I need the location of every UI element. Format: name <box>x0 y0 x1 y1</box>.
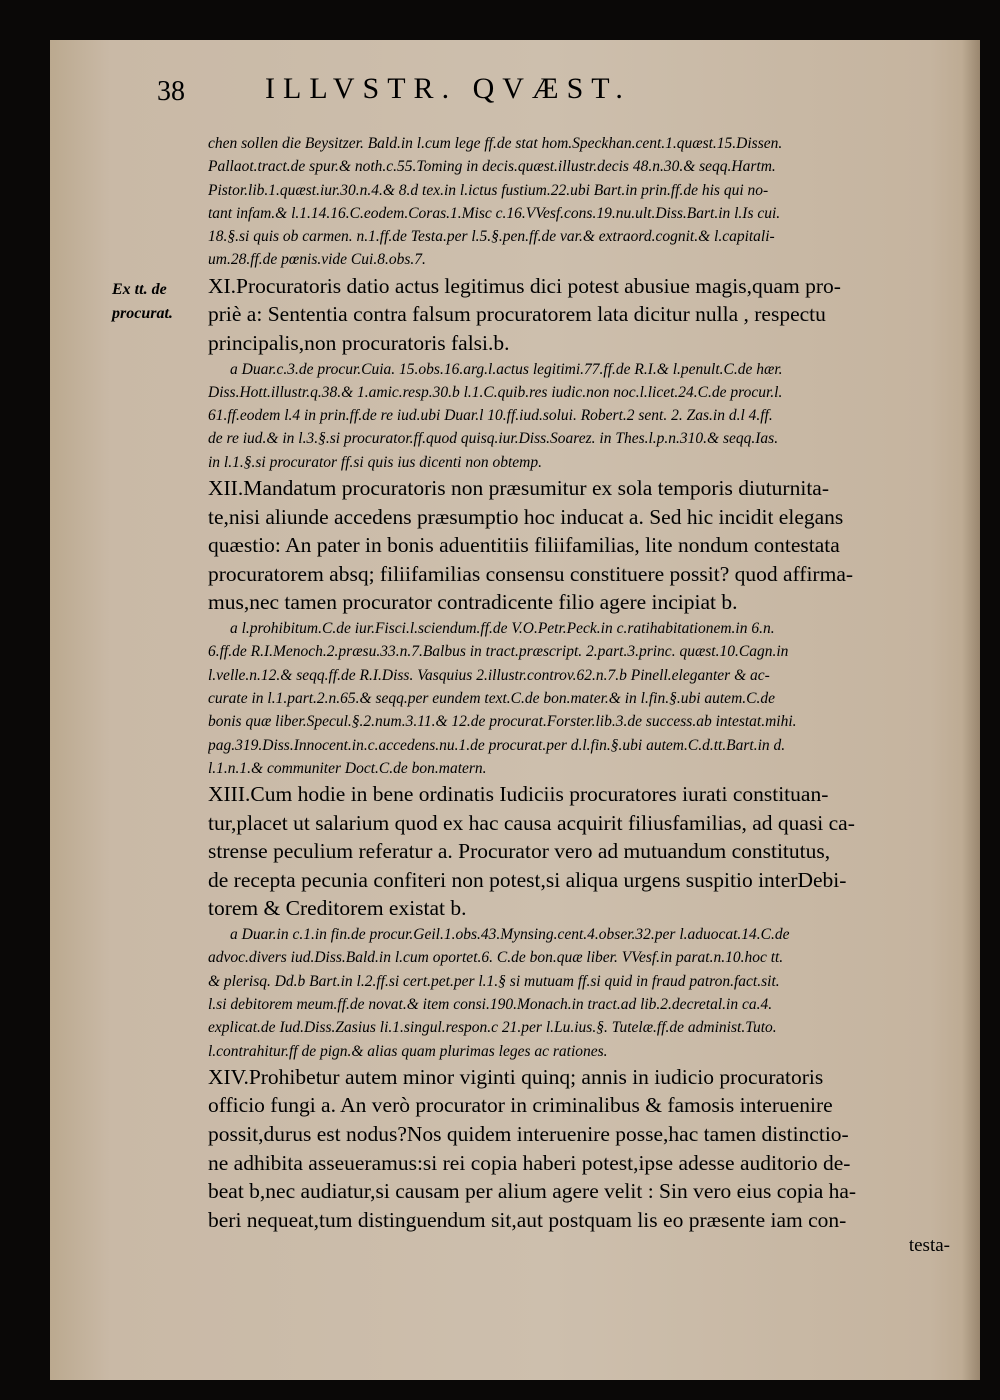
footnote-block-top <box>208 132 950 272</box>
footnote-line: um.28.ff.de pœnis.vide Cui.8.obs.7. <box>208 251 426 269</box>
margin-note <box>112 278 197 326</box>
margin-note-line: procurat. <box>112 305 173 322</box>
footnote-line: & plerisq. Dd.b Bart.in l.2.ff.si cert.pet.per l.1.§ si mutuam ff.si quid in fraud patron.fact.sit. <box>208 972 780 990</box>
paragraph-line: ne adhibita asseueramus:si rei copia haberi potest,ipse adesse auditorio de- <box>208 1150 851 1175</box>
paragraph-line: XI.Procuratoris datio actus legitimus dici potest abusiue magis,quam pro- <box>208 273 841 298</box>
paragraph-xiv <box>208 1063 950 1235</box>
footnote-line: chen sollen die Beysitzer. Bald.in l.cum lege ff.de stat hom.Speckhan.cent.1.quæst.15.Dissen. <box>208 135 783 152</box>
footnote-line: advoc.divers iud.Diss.Bald.in l.cum oportet.6. C.de bon.quæ liber. VVesf.in parat.n.10.hoc tt. <box>208 949 784 967</box>
footnote-line: pag.319.Diss.Innocent.in.c.accedens.nu.1.de procurat.per d.l.fin.§.ubi autem.C.d.tt.Bart.in d. <box>208 736 786 754</box>
margin-note-line: Ex tt. de <box>112 281 167 298</box>
page-edge-shadow <box>962 40 980 1380</box>
paragraph-line: mus,nec tamen procurator contradicente filio agere incipiat b. <box>208 590 738 615</box>
catchword: testa- <box>908 1235 950 1257</box>
paragraph-line: de recepta pecunia confiteri non potest,si aliqua urgens suspitio interDebi- <box>208 867 847 892</box>
footnote-line: a Duar.in c.1.in fin.de procur.Geil.1.obs.43.Mynsing.cent.4.obser.32.per l.aduocat.14.C.de <box>230 926 790 944</box>
footnote-line: a l.prohibitum.C.de iur.Fisci.l.sciendum.ff.de V.O.Petr.Peck.in c.ratihabitationem.in 6.n. <box>230 620 775 638</box>
footnote-line: 18.§.si quis ob carmen. n.1.ff.de Testa.per l.5.§.pen.ff.de var.& extraord.cognit.& l.capitali- <box>208 228 775 246</box>
footnote-line: l.si debitorem meum.ff.de novat.& item consi.190.Monach.in tract.ad lib.2.decretal.in ca.4. <box>208 995 773 1013</box>
paragraph-line: XII.Mandatum procuratoris non præsumitur ex sola temporis diuturnita- <box>208 476 829 501</box>
footnote-line: tant infam.& l.1.14.16.C.eodem.Coras.1.Misc c.16.VVesf.cons.19.nu.ult.Diss.Bart.in l.Is cui. <box>208 204 781 222</box>
footnote-line: l.1.n.1.& communiter Doct.C.de bon.matern. <box>208 759 487 777</box>
paragraph-line: beat b,nec audiatur,si causam per alium agere velit : Sin vero eius copia ha- <box>208 1179 857 1204</box>
paragraph-line: tur,placet ut salarium quod ex hac causa acquirit filiusfamilias, ad quasi ca- <box>208 810 855 835</box>
footnote-line: 6.ff.de R.I.Menoch.2.præsu.33.n.7.Balbus in tract.præscript. 2.part.3.princ. quæst.10.Cagn.in <box>208 643 789 661</box>
footnote-line: Pistor.lib.1.quæst.iur.30.n.4.& 8.d tex.in l.ictus fustium.22.ubi Bart.in prin.ff.de his qui no- <box>208 181 769 199</box>
paragraph-xii <box>208 474 950 617</box>
paragraph-line: XIV.Prohibetur autem minor viginti quinq; annis in iudicio procuratoris <box>208 1064 824 1089</box>
paragraph-line: possit,durus est nodus?Nos quidem interuenire posse,hac tamen distinctio- <box>208 1122 849 1147</box>
paragraph-xi <box>208 272 950 358</box>
footnote-line: Pallaot.tract.de spur.& noth.c.55.Toming in decis.quæst.illustr.decis 48.n.30.& seqq.Hartm. <box>208 158 776 176</box>
paragraph-line: torem & Creditorem existat b. <box>208 896 467 921</box>
footnote-block-xi <box>208 358 950 474</box>
paragraph-line: procuratorem absq; filiifamilias consensu constituere possit? quod affirma- <box>208 561 854 586</box>
page-header <box>155 72 955 112</box>
paragraph-line: beri nequeat,tum distinguendum sit,aut postquam lis eo præsente iam con- <box>208 1207 847 1232</box>
running-title: ILLVSTR. QVÆST. <box>265 72 631 105</box>
footnote-line: curate in l.1.part.2.n.65.& seqq.per eundem text.C.de bon.mater.& in l.fin.§.ubi autem.C.de <box>208 689 775 707</box>
text-body <box>208 132 950 1258</box>
footnote-block-xii <box>208 617 950 780</box>
footnote-line: bonis quæ liber.Specul.§.2.num.3.11.& 12.de procurat.Forster.lib.3.de success.ab intestat.mihi. <box>208 713 797 731</box>
footnote-line: explicat.de Iud.Diss.Zasius li.1.singul.respon.c 21.per l.Lu.ius.§. Tutelæ.ff.de administ.Tuto. <box>208 1019 777 1037</box>
paragraph-line: XIII.Cum hodie in bene ordinatis Iudiciis procuratores iurati constituan- <box>208 782 829 807</box>
footnote-block-xiii <box>208 923 950 1063</box>
footnote-line: Diss.Hott.illustr.q.38.& 1.amic.resp.30.b l.1.C.quib.res iudic.non noc.l.licet.24.C.de procur.l. <box>208 383 783 401</box>
page-number: 38 <box>157 76 185 107</box>
footnote-line: l.velle.n.12.& seqq.ff.de R.I.Diss. Vasquius 2.illustr.controv.62.n.7.b Pinell.eleganter & ac- <box>208 666 770 684</box>
paragraph-line: te,nisi aliunde accedens præsumptio hoc inducat a. Sed hic incidit elegans <box>208 504 844 529</box>
paragraph-line: officio fungi a. An verò procurator in criminalibus & famosis interuenire <box>208 1093 833 1118</box>
paragraph-xiii <box>208 780 950 923</box>
footnote-line: de re iud.& in l.3.§.si procurator.ff.quod quisq.iur.Diss.Soarez. in Thes.l.p.n.310.& seqq.Ias. <box>208 430 779 448</box>
paragraph-line: quæstio: An pater in bonis aduentitiis filiifamilias, lite nondum contestata <box>208 533 840 558</box>
footnote-line: l.contrahitur.ff de pign.& alias quam plurimas leges ac rationes. <box>208 1042 608 1060</box>
paragraph-line: principalis,non procuratoris falsi.b. <box>208 330 510 355</box>
footnote-line: in l.1.§.si procurator ff.si quis ius dicenti non obtemp. <box>208 453 542 471</box>
footnote-line: 61.ff.eodem l.4 in prin.ff.de re iud.ubi Duar.l 10.ff.iud.solui. Robert.2 sent. 2. Zas.in d.l 4.ff. <box>208 407 773 425</box>
paragraph-line: priè a: Sententia contra falsum procuratorem lata dicitur nulla , respectu <box>208 302 826 327</box>
footnote-line: a Duar.c.3.de procur.Cuia. 15.obs.16.arg.l.actus legitimi.77.ff.de R.I.& l.penult.C.de hær. <box>230 360 783 378</box>
paragraph-line: strense peculium referatur a. Procurator vero ad mutuandum constitutus, <box>208 839 831 864</box>
